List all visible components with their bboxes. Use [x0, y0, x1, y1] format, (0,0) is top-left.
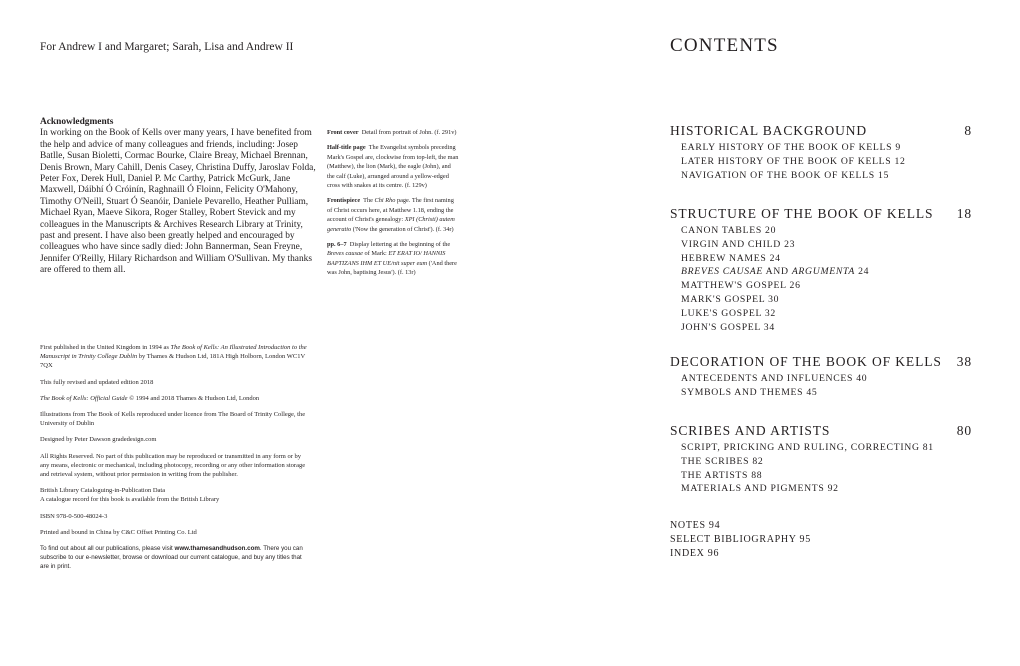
toc-item[interactable]: CANON TABLES 20 — [681, 225, 777, 236]
imprint-page — [40, 343, 312, 579]
toc-item[interactable]: JOHN'S GOSPEL 34 — [681, 321, 775, 333]
back-matter-list — [670, 519, 811, 561]
acknowledgments — [40, 117, 316, 277]
acknowledgments-text: In working on the Book of Kells over many years, I have benefited from the help and advice of many colleagues and friends, including: Josep Batlle, Susan Bioletti, Cormac Bourke, Claire Breay, Michael Brennan, Denis Brown, Mary Cahill, Denis Casey, Christina Duffy, Jaroslav Folda, Peter Fox, Derek Hull, Daniel P. Mc Carthy, Patrick McGurk, Jane Maxwell, Dáibhí Ó Cróinín, Raghnaill Ó Floinn, Felicity O'Mahony, Timothy O'Neill, Stuart Ó Seanóir, Daniele Pevarello, Heather Pulliam, Michael Ryan, Maeve Sikora, Roger Stalley, Robert Stevick and my colleagues in the Manuscripts & Archives Research Library at Trinity, past and present. I have also been greatly helped and encouraged by colleagues who have since sadly died: John Bannerman, Sean Freyne, Jennifer O'Reilly, Hilary Richardson and William O'Sullivan. My thanks are offered to them all. — [40, 128, 316, 276]
toc-item[interactable]: MARK'S GOSPEL 30 — [681, 293, 780, 305]
section-structure — [670, 205, 972, 334]
toc-item[interactable]: THE ARTISTS 88 — [681, 469, 763, 481]
caption-italic: ET ERAT IO/ HANNIS BAPTIZANS IHM ET UE/nit super eum — [327, 250, 446, 267]
toc-item-notes[interactable]: NOTES 94 — [670, 520, 721, 531]
imprint-first-published: First published in the United Kingdom in 1994 as The Book of Kells: An Illustrated Introduction to the Manuscript in Trinity College Dublin by Thames & Hudson Ltd, 181A High Holborn, London WC1V 7QX — [40, 344, 307, 370]
section-decoration — [670, 353, 972, 400]
section-title: SCRIBES AND ARTISTS — [670, 423, 831, 438]
imprint-copyright: The Book of Kells: Official Guide © 1994 and 2018 Thames & Hudson Ltd, London — [40, 394, 260, 402]
toc-item[interactable]: MATTHEW'S GOSPEL 26 — [681, 280, 801, 292]
caption-italic: Breves causae — [327, 250, 363, 258]
toc-item-breves-causae[interactable]: BREVES CAUSAE AND ARGUMENTA 24 — [681, 266, 870, 278]
toc-item[interactable]: ANTECEDENTS AND INFLUENCES 40 — [681, 373, 868, 384]
caption-italic: XPI (Christi) autem generatio — [327, 216, 455, 233]
caption-text: ('Now the generation of Christ'). (f. 34r) — [351, 225, 454, 233]
caption-label: Frontispiece — [327, 197, 361, 205]
toc-item[interactable]: SCRIPT, PRICKING AND RULING, CORRECTING 81 — [681, 442, 934, 453]
section-heading[interactable] — [670, 353, 972, 371]
section-page-number: 80 — [956, 423, 972, 438]
caption-text: Detail from portrait of John. (f. 291v) — [361, 129, 457, 136]
caption-label: pp. 6–7 — [327, 241, 347, 249]
toc-item[interactable]: NAVIGATION OF THE BOOK OF KELLS 15 — [681, 169, 890, 181]
caption-text: ('And there was John, baptising Jesus'). (f. 13r) — [327, 259, 457, 277]
caption-pp6-7 — [327, 240, 460, 278]
section-heading[interactable] — [670, 122, 972, 140]
picture-captions — [327, 128, 460, 284]
toc-item[interactable]: VIRGIN AND CHILD 23 — [681, 238, 796, 250]
section-title: DECORATION OF THE BOOK OF KELLS — [670, 354, 942, 369]
toc-item[interactable]: LUKE'S GOSPEL 32 — [681, 307, 776, 319]
section-page-number: 18 — [956, 206, 972, 221]
imprint-edition: This fully revised and updated edition 2018 — [40, 378, 154, 386]
toc-item[interactable]: THE SCRIBES 82 — [681, 455, 764, 467]
imprint-isbn: ISBN 978-0-500-48024-3 — [40, 512, 108, 520]
imprint-website: To find out about all our publications, please visit www.thamesandhudson.com. There you can subscribe to our e-newsletter, browse or download our current catalogue, and buy any titles that are in print. — [40, 545, 303, 571]
caption-text: Display lettering at the beginning of the — [349, 241, 451, 249]
section-heading[interactable] — [670, 205, 972, 223]
caption-label: Half-title page — [327, 144, 366, 152]
imprint-illustrations: Illustrations from The Book of Kells reproduced under licence from The Board of Trinity College, the University of Dublin — [40, 411, 306, 428]
caption-text: page. The first naming of Christ occurs here, at Matthew 1.18, ending the account of Christ's genealogy: — [327, 197, 454, 224]
caption-label: Front cover — [327, 129, 359, 136]
section-title: STRUCTURE OF THE BOOK OF KELLS — [670, 206, 934, 221]
acknowledgments-title: Acknowledgments — [40, 117, 114, 127]
imprint-printed: Printed and bound in China by C&C Offset Printing Co. Ltd — [40, 528, 197, 536]
caption-front-cover — [327, 128, 460, 137]
toc-item[interactable]: MATERIALS AND PIGMENTS 92 — [681, 483, 839, 495]
section-page-number: 8 — [964, 123, 972, 138]
caption-text: of Mark: — [362, 250, 389, 258]
imprint-cip: British Library Cataloguing-in-Publication Data A catalogue record for this book is available from the British Library — [40, 487, 220, 504]
imprint-rights: All Rights Reserved. No part of this publication may be reproduced or transmitted in any form or by any means, electronic or mechanical, including photocopy, recording or any other information storage and retrieval system, without prior permission in writing from the publisher. — [40, 452, 306, 479]
toc-item[interactable]: EARLY HISTORY OF THE BOOK OF KELLS 9 — [681, 142, 901, 153]
toc-item-bibliography[interactable]: SELECT BIBLIOGRAPHY 95 — [670, 534, 811, 545]
caption-italic: Chi Rho — [374, 197, 396, 205]
toc-item[interactable]: SYMBOLS AND THEMES 45 — [681, 386, 818, 398]
contents-title: CONTENTS — [670, 35, 779, 56]
toc-item[interactable]: HEBREW NAMES 24 — [681, 252, 781, 264]
section-heading[interactable] — [670, 422, 972, 440]
section-scribes-artists — [670, 422, 972, 496]
section-historical-background — [670, 122, 972, 182]
toc-item[interactable]: LATER HISTORY OF THE BOOK OF KELLS 12 — [681, 155, 906, 167]
caption-half-title — [327, 143, 460, 190]
section-title: HISTORICAL BACKGROUND — [670, 123, 868, 138]
publisher-website-link[interactable]: www.thamesandhudson.com — [174, 545, 260, 553]
caption-text: The — [363, 197, 375, 205]
dedication: For Andrew I and Margaret; Sarah, Lisa and Andrew II — [40, 41, 294, 53]
imprint-designer: Designed by Peter Dawson gradedesign.com — [40, 436, 157, 444]
section-page-number: 38 — [956, 354, 972, 369]
toc-item-index[interactable]: INDEX 96 — [670, 548, 720, 559]
caption-text: The Evangelist symbols preceding Mark's Gospel are, clockwise from top-left, the man (Matthew), the lion (Mark), the eagle (John), and the calf (Luke), arranged around a yellow-edged cross with snakes at its centre. (f. 129v) — [327, 144, 459, 190]
caption-frontispiece — [327, 196, 460, 234]
